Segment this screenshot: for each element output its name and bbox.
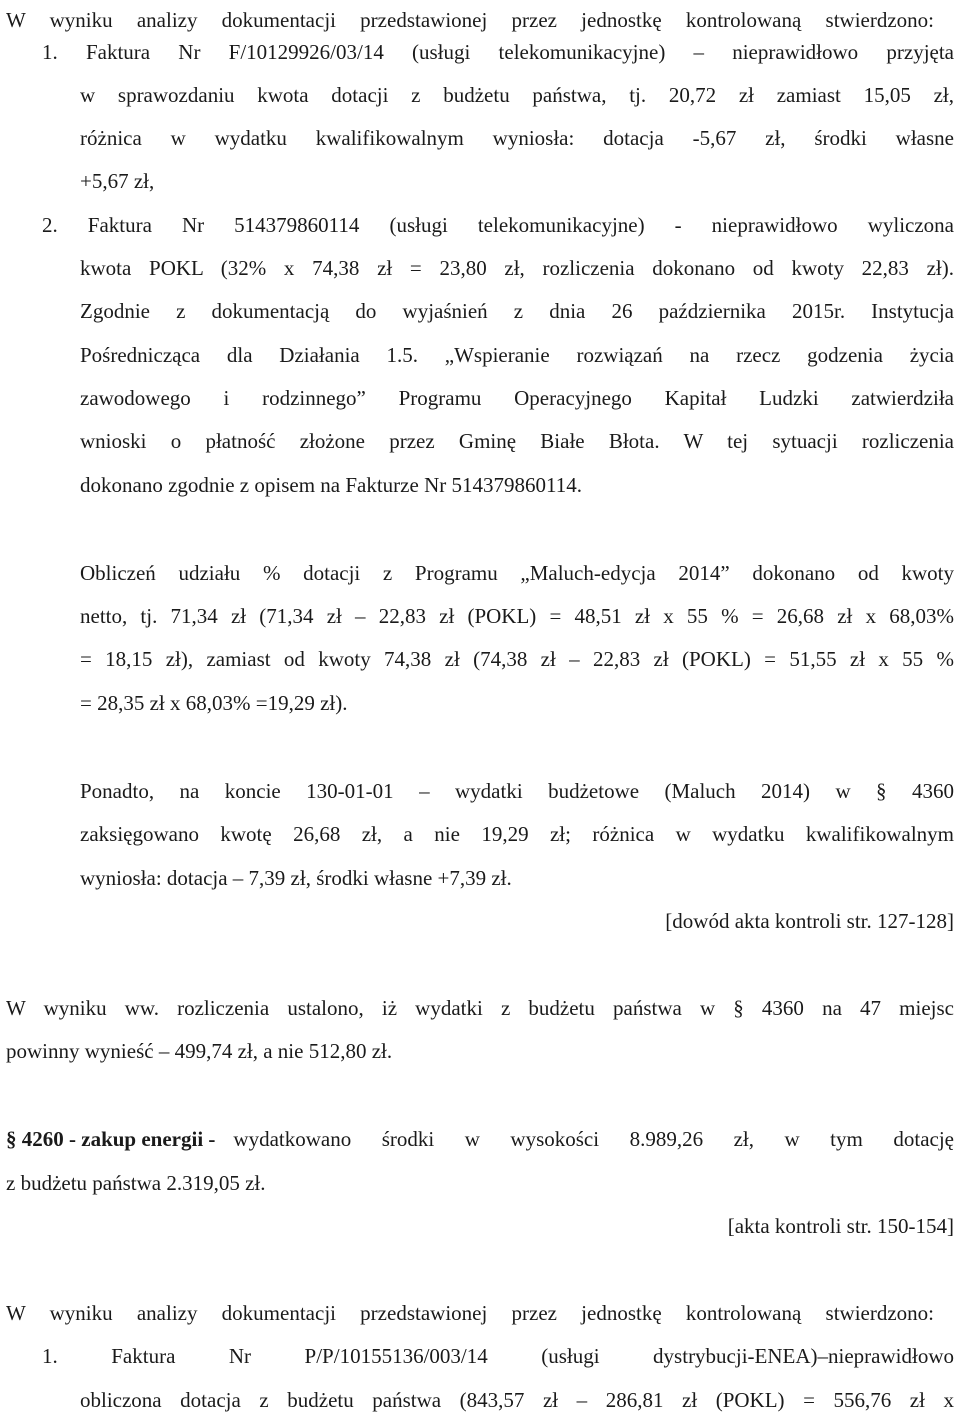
finding-2-line-4: Pośrednicząca dla Działania 1.5. „Wspieranie rozwiązań na rzecz godzenia życia <box>80 343 954 367</box>
finding-2-line-2: kwota POKL (32% x 74,38 zł = 23,80 zł, rozliczenia dokonano od kwoty 22,83 zł). <box>80 256 954 280</box>
evidence-reference-1: [dowód akta kontroli str. 127-128] <box>665 909 954 933</box>
energy-para-line-2: z budżetu państwa 2.319,05 zł. <box>6 1171 266 1195</box>
finding-2-line-1: 2. Faktura Nr 514379860114 (usługi telekomunikacyjne) - nieprawidłowo wyliczona <box>42 213 954 237</box>
finding-1-line-1: 1. Faktura Nr F/10129926/03/14 (usługi telekomunikacyjne) – nieprawidłowo przyjęta <box>42 40 954 64</box>
finding-3-line-2: obliczona dotacja z budżetu państwa (843,57 zł – 286,81 zł (POKL) = 556,76 zł x <box>80 1388 954 1412</box>
calc-para-line-3: = 18,15 zł), zamiast od kwoty 74,38 zł (74,38 zł – 22,83 zł (POKL) = 51,55 zł x 55 % <box>80 647 954 671</box>
finding-1-line-2: w sprawozdaniu kwota dotacji z budżetu państwa, tj. 20,72 zł zamiast 15,05 zł, <box>80 83 954 107</box>
calc-para-line-1: Obliczeń udziału % dotacji z Programu „Maluch-edycja 2014” dokonano od kwoty <box>80 561 954 585</box>
account-para-line-1: Ponadto, na koncie 130-01-01 – wydatki budżetowe (Maluch 2014) w § 4360 <box>80 779 954 803</box>
energy-heading: § 4260 - zakup energii - <box>6 1127 216 1151</box>
finding-2-line-6: wnioski o płatność złożone przez Gminę Białe Błota. W tej sytuacji rozliczenia <box>80 429 954 453</box>
finding-3-line-1: 1. Faktura Nr P/P/10155136/003/14 (usługi dystrybucji-ENEA)–nieprawidłowo <box>42 1344 954 1368</box>
finding-2-line-5: zawodowego i rodzinnego” Programu Operacyjnego Kapitał Ludzki zatwierdziła <box>80 386 954 410</box>
account-para-line-2: zaksięgowano kwotę 26,68 zł, a nie 19,29 zł; różnica w wydatku kwalifikowalnym <box>80 822 954 846</box>
evidence-reference-2: [akta kontroli str. 150-154] <box>727 1214 954 1238</box>
section1-intro: W wyniku analizy dokumentacji przedstawionej przez jednostkę kontrolowaną stwierdzono: <box>6 8 934 32</box>
finding-2-line-3: Zgodnie z dokumentacją do wyjaśnień z dnia 26 października 2015r. Instytucja <box>80 299 954 323</box>
calc-para-line-4: = 28,35 zł x 68,03% =19,29 zł). <box>80 691 348 715</box>
finding-1-line-4: +5,67 zł, <box>80 169 155 193</box>
calc-para-line-2: netto, tj. 71,34 zł (71,34 zł – 22,83 zł (POKL) = 48,51 zł x 55 % = 26,68 zł x 68,03% <box>80 604 954 628</box>
settlement-para-line-1: W wyniku ww. rozliczenia ustalono, iż wydatki z budżetu państwa w § 4360 na 47 miejsc <box>6 996 954 1020</box>
finding-1-line-3: różnica w wydatku kwalifikowalnym wyniosła: dotacja -5,67 zł, środki własne <box>80 126 954 150</box>
section2-intro: W wyniku analizy dokumentacji przedstawionej przez jednostkę kontrolowaną stwierdzono: <box>6 1301 934 1325</box>
energy-para-text: wydatkowano środki w wysokości 8.989,26 zł, w tym dotację <box>233 1127 954 1151</box>
energy-para-line-1 <box>6 1125 954 1153</box>
settlement-para-line-2: powinny wynieść – 499,74 zł, a nie 512,80 zł. <box>6 1039 393 1063</box>
finding-2-line-7: dokonano zgodnie z opisem na Fakturze Nr 514379860114. <box>80 473 582 497</box>
account-para-line-3: wyniosła: dotacja – 7,39 zł, środki własne +7,39 zł. <box>80 866 512 890</box>
